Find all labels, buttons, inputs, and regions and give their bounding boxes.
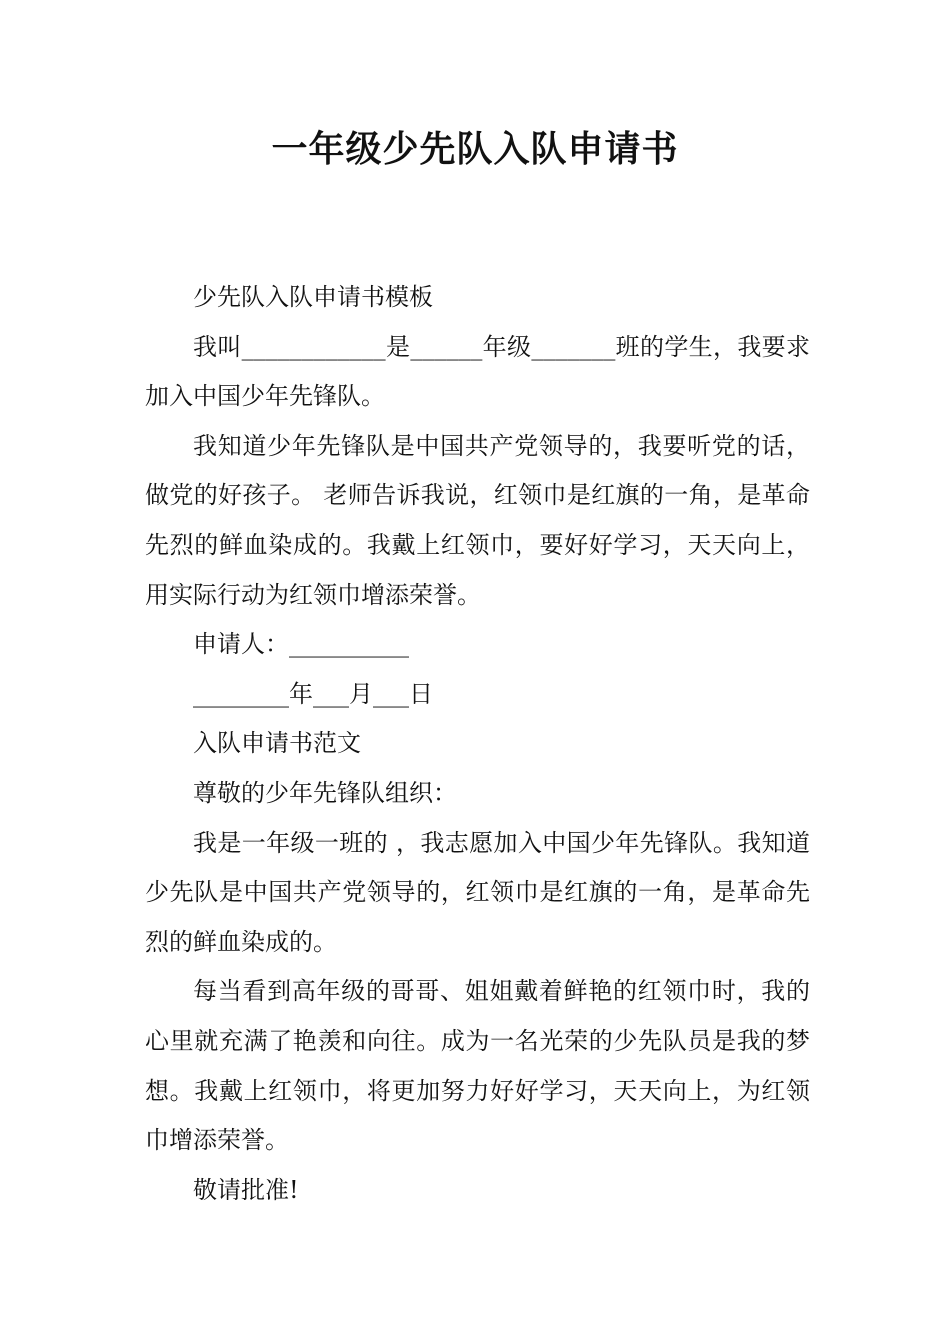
paragraph-sample-body-2: 每当看到高年级的哥哥、姐姐戴着鲜艳的红领巾时，我的心里就充满了艳羡和向往。成为一名光荣的少先队员是我的梦想。我戴上红领巾，将更加努力好好学习，天天向上，为红领巾增添荣誉。	[145, 977, 810, 1155]
paragraph-applicant: 申请人：__________	[193, 630, 409, 659]
paragraph-closing: 敬请批准!	[193, 1175, 299, 1204]
paragraph-template-heading: 少先队入队申请书模板	[193, 283, 433, 311]
paragraph-pledge: 我知道少年先锋队是中国共产党领导的，我要听党的话，做党的好孩子。 老师告诉我说，红领巾是红旗的一角，是革命先烈的鲜血染成的。我戴上红领巾，要好好学习，天天向上，用实际行动为红领巾增添荣誉。	[145, 431, 810, 609]
paragraph-salutation: 尊敬的少年先锋队组织：	[193, 778, 457, 807]
document-title: 一年级少先队入队申请书	[271, 129, 679, 170]
paragraph-sample-heading: 入队申请书范文	[193, 729, 361, 758]
paragraph-intro-blanks: 我叫____________是______年级_______班的学生，我要求加入中国少年先锋队。	[145, 332, 810, 411]
document-body	[145, 273, 810, 1215]
paragraph-date: ________年___月___日	[193, 679, 433, 708]
paragraph-sample-body-1: 我是一年级一班的 ，我志愿加入中国少年先锋队。我知道少先队是中国共产党领导的，红领巾是红旗的一角，是革命先烈的鲜血染成的。	[145, 828, 810, 956]
